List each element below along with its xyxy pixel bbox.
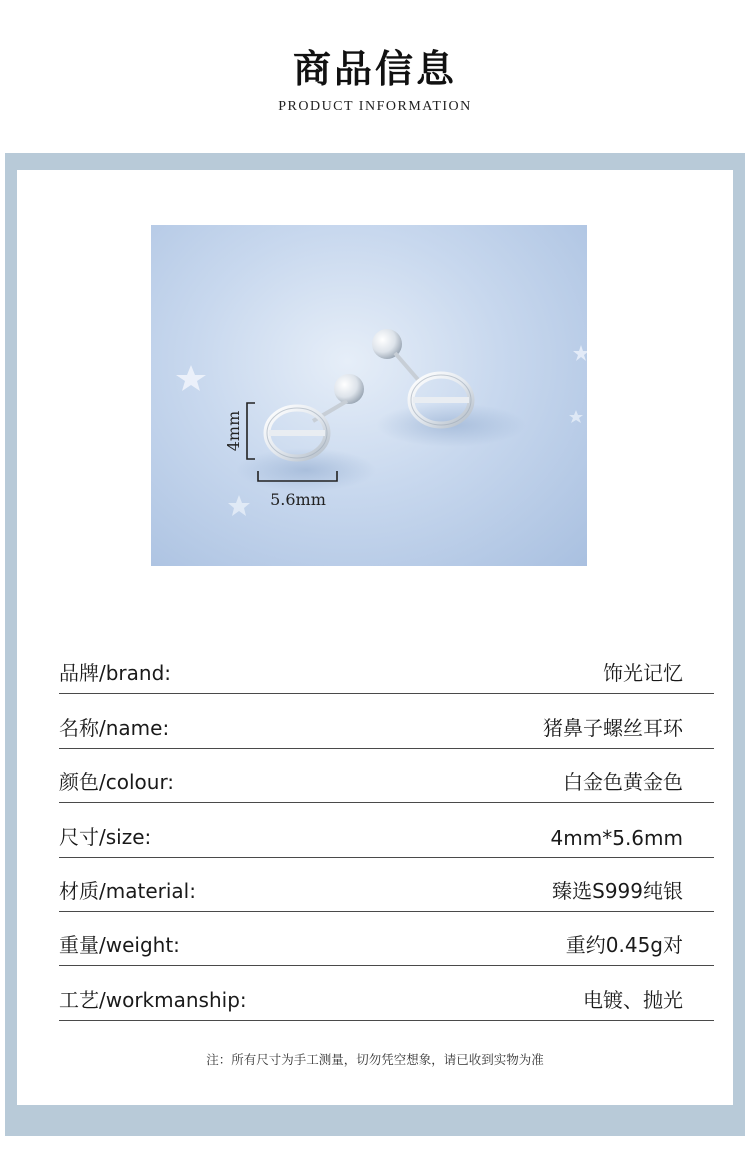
spec-label: 工艺/workmanship: [59, 987, 247, 1012]
spec-label: 颜色/colour: [59, 770, 175, 795]
disclaimer-note: 注：所有尺寸为手工测量，切勿凭空想象，请已收到实物为准 [206, 1052, 544, 1067]
spec-row-size [59, 803, 714, 857]
spec-row-name [59, 694, 714, 748]
product-photo [151, 225, 587, 566]
spec-label: 尺寸/size: [59, 824, 152, 849]
earring-illustration [151, 225, 587, 566]
spec-label: 名称/name: [59, 715, 170, 740]
spec-value: 饰光记忆 [603, 661, 683, 686]
star-icon [569, 410, 583, 423]
spec-row-brand [59, 640, 714, 694]
star-icon [228, 495, 250, 516]
spec-label: 重量/weight: [59, 933, 180, 958]
spec-value: 臻选S999纯银 [552, 878, 683, 903]
spec-value: 白金色黄金色 [563, 770, 683, 795]
star-icon [573, 345, 587, 361]
spec-row-workmanship [59, 966, 714, 1020]
height-dimension-marker [247, 403, 255, 459]
spec-value: 猪鼻子螺丝耳环 [543, 715, 683, 740]
page-title: 商品信息 [292, 46, 457, 91]
spec-row-colour [59, 749, 714, 803]
spec-table [59, 640, 714, 1021]
spec-label: 材质/material: [59, 878, 196, 903]
page-subtitle: PRODUCT INFORMATION [278, 99, 472, 114]
spec-value: 电镀、抛光 [583, 987, 683, 1012]
spec-value: 重约0.45g对 [565, 933, 683, 958]
star-icon [176, 365, 206, 391]
spec-label: 品牌/brand: [59, 661, 172, 686]
spec-row-material [59, 858, 714, 912]
spec-value: 4mm*5.6mm [550, 825, 683, 850]
spec-row-weight [59, 912, 714, 966]
dimension-height-label: 4mm [224, 410, 243, 452]
dimension-width-label: 5.6mm [270, 490, 326, 509]
